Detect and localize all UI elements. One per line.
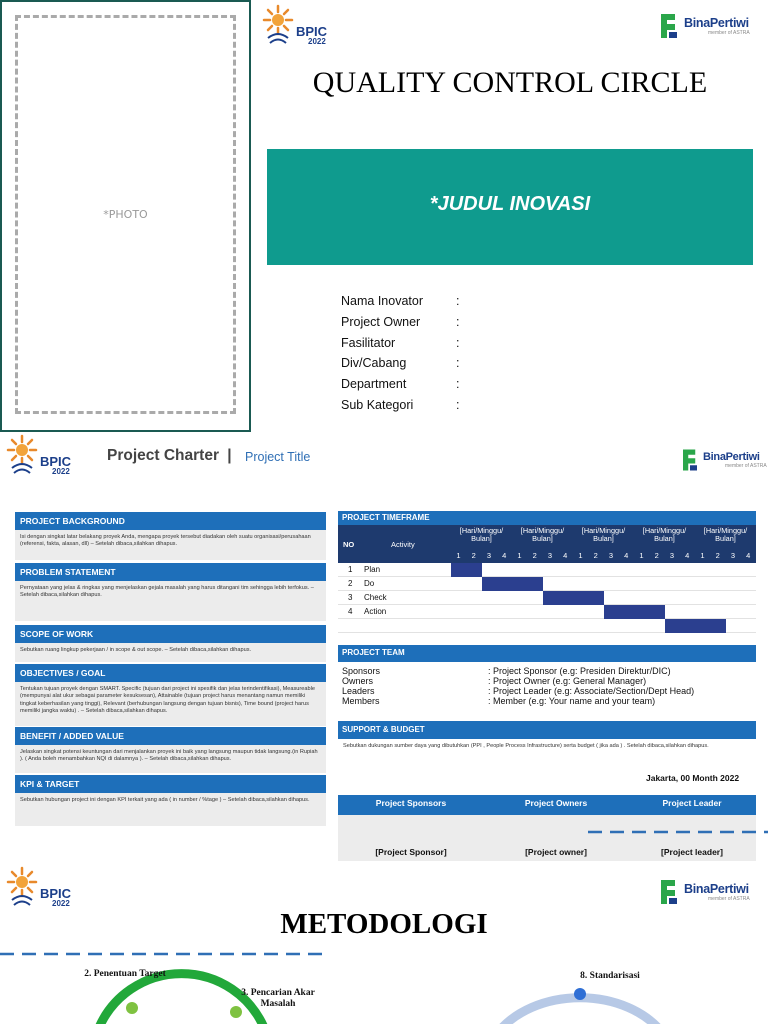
period-label: [Hari/Minggu/ Bulan] <box>642 526 687 544</box>
gantt-bar <box>665 619 726 633</box>
team-header: PROJECT TEAM <box>338 645 756 662</box>
cycle-arc-blue <box>500 998 660 1024</box>
binapertiwi-logo <box>657 10 750 42</box>
section-header-benefit: BENEFIT / ADDED VALUE <box>15 727 326 745</box>
signature-name-owner: [Project owner] <box>525 847 587 857</box>
team-value: : Project Sponsor (e.g: Presiden Direktur/DIC) <box>488 666 671 676</box>
team-value: : Member (e.g: Your name and your team) <box>488 696 656 706</box>
col-no: NO <box>343 540 355 549</box>
signature-name-leader: [Project leader] <box>661 847 723 857</box>
gantt-bar <box>604 605 665 619</box>
field-colon: : <box>456 356 460 370</box>
period-number: 1 <box>700 551 705 560</box>
binapertiwi-brand: BinaPertiwi <box>703 451 760 463</box>
bpic-logo <box>262 4 327 48</box>
gantt-row-activity: Do <box>364 579 375 588</box>
bpic-brand: BPIC <box>40 885 72 901</box>
gantt-row-no: 3 <box>348 593 353 602</box>
gantt-bar <box>451 563 482 577</box>
period-number: 4 <box>746 551 751 560</box>
period-number: 3 <box>730 551 736 560</box>
period-number: 3 <box>608 551 614 560</box>
section-header-scope: SCOPE OF WORK <box>15 625 326 643</box>
period-number: 2 <box>532 551 537 560</box>
project-charter-title <box>107 447 232 465</box>
section-body-benefit: Jelaskan singkat potensi keuntungan dari menjalankan proyek ini baik yang langsung maupun tidak langsung.(in Rupiah ). ( Anda boleh menambahkan NQI di dalamnya ). – Setelah dibaca,silahkan dihapus. <box>15 745 326 773</box>
gantt-row <box>338 605 756 619</box>
team-role: Leaders <box>342 686 375 696</box>
section-header-problem: PROBLEM STATEMENT <box>15 563 326 581</box>
project-title: Project Title <box>245 450 311 464</box>
period-number: 2 <box>593 551 598 560</box>
date-line: Jakarta, 00 Month 2022 <box>646 773 740 783</box>
section-body-scope: Sebutkan ruang lingkup pekerjaan / in scope & out scope. – Setelah dibaca,silahkan dihapus. <box>15 643 326 662</box>
binapertiwi-brand: BinaPertiwi <box>684 16 749 30</box>
period-label: [Hari/Minggu/ Bulan] <box>703 526 748 544</box>
field-fasilitator: Fasilitator <box>341 336 396 350</box>
signature-header-owners: Project Owners <box>524 798 588 808</box>
field-department: Department <box>341 377 407 391</box>
bpic-logo <box>6 434 71 478</box>
gantt-row-activity: Check <box>364 593 387 602</box>
signature-header-sponsors: Project Sponsors <box>375 798 447 808</box>
judul-text: *JUDUL INOVASI <box>429 193 591 215</box>
project-charter-label: Project Charter <box>107 447 219 464</box>
binapertiwi-logo <box>679 446 767 474</box>
period-number: 1 <box>639 551 644 560</box>
section-header-kpi: KPI & TARGET <box>15 775 326 793</box>
field-colon: : <box>456 336 460 350</box>
binapertiwi-brand: BinaPertiwi <box>684 882 749 896</box>
gantt-bar <box>482 577 543 591</box>
bpic-brand: BPIC <box>40 453 72 469</box>
bpic-year: 2022 <box>52 898 70 908</box>
period-number: 2 <box>715 551 720 560</box>
title-separator: | <box>227 447 232 464</box>
bpic-sun-icon <box>6 434 38 478</box>
field-sub-kategori: Sub Kategori <box>341 398 414 412</box>
period-number: 4 <box>624 551 629 560</box>
gantt-row-no: 4 <box>348 607 353 616</box>
field-colon: : <box>456 398 460 412</box>
team-value: : Project Leader (e.g: Associate/Section/Dept Head) <box>488 686 695 696</box>
field-colon: : <box>456 315 460 329</box>
section-header-background: PROJECT BACKGROUND <box>15 512 326 530</box>
step-label-2: 2. Penentuan Target <box>84 969 166 979</box>
step-label-3: 3. Pencarian Akar Masalah <box>241 988 315 1009</box>
decorative-dashed-line <box>586 828 768 836</box>
bpic-logo <box>6 866 71 910</box>
binapertiwi-mark-icon <box>679 446 701 474</box>
col-activity: Activity <box>391 540 415 549</box>
team-value: : Project Owner (e.g: General Manager) <box>488 676 647 686</box>
step-label-8: 8. Standarisasi <box>580 971 640 981</box>
binapertiwi-mark-icon <box>657 876 681 908</box>
period-number: 1 <box>578 551 583 560</box>
timeframe-header: PROJECT TIMEFRAME <box>338 511 756 525</box>
period-number: 3 <box>669 551 675 560</box>
binapertiwi-tagline: member of ASTRA <box>725 463 767 469</box>
support-header: SUPPORT & BUDGET <box>338 721 756 739</box>
signature-name-sponsor: [Project Sponsor] <box>375 847 447 857</box>
step-node <box>126 1002 138 1014</box>
gantt-row <box>338 577 756 591</box>
section-body-problem: Pernyataan yang jelas & ringkas yang menjelaskan gejala masalah yang harus ditangani tim sehingga lebih terfokus. – Setelah dibaca,silahkan dihapus. <box>15 581 326 621</box>
section-body-kpi: Sebutkan hubungan project ini dengan KPI terkait yang ada ( in number / %tage ) – Setelah dibaca,silahkan dihapus. <box>15 793 326 826</box>
period-label: [Hari/Minggu/ Bulan] <box>459 526 504 544</box>
binapertiwi-tagline: member of ASTRA <box>708 30 750 36</box>
signature-header-leader: Project Leader <box>662 798 722 808</box>
gantt-row-no: 1 <box>348 565 353 574</box>
bpic-year: 2022 <box>52 466 70 476</box>
period-number: 3 <box>486 551 492 560</box>
bpic-sun-icon <box>6 866 38 910</box>
photo-label: *PHOTO <box>103 208 148 221</box>
period-number: 2 <box>471 551 476 560</box>
period-number: 2 <box>654 551 659 560</box>
field-div-cabang: Div/Cabang <box>341 356 407 370</box>
gantt-row-activity: Action <box>364 607 387 616</box>
period-number: 4 <box>502 551 507 560</box>
bpic-brand: BPIC <box>296 23 328 39</box>
bpic-year: 2022 <box>308 36 326 46</box>
team-role: Members <box>342 696 380 706</box>
gantt-bar <box>543 591 604 605</box>
field-nama-inovator: Nama Inovator <box>341 294 423 308</box>
gantt-row-activity: Plan <box>364 565 381 574</box>
gantt-row <box>338 563 756 577</box>
step-node <box>574 988 586 1000</box>
page-title: QUALITY CONTROL CIRCLE <box>312 66 708 99</box>
period-number: 1 <box>456 551 461 560</box>
support-body: Sebutkan dukungan sumber daya yang dibutuhkan (PPI , People Process Infrastructure) serta budget ( jika ada ) . Setelah dibaca,silahkan dihapus. <box>338 739 756 763</box>
binapertiwi-logo <box>657 876 750 908</box>
field-colon: : <box>456 377 460 391</box>
period-number: 1 <box>517 551 522 560</box>
period-label: [Hari/Minggu/ Bulan] <box>520 526 565 544</box>
period-label: [Hari/Minggu/ Bulan] <box>581 526 626 544</box>
section-header-objectives: OBJECTIVES / GOAL <box>15 664 326 682</box>
methodology-title: METODOLOGI <box>280 908 488 940</box>
section-body-background: Isi dengan singkat latar belakang proyek Anda, mengapa proyek tersebut diadakan oleh suatu organisasi/perusahaan (referensi, fakta, alasan, dll) – Setelah dibaca,silahkan dihapus. <box>15 530 326 560</box>
timeframe-grid-header <box>338 525 756 563</box>
team-role: Owners <box>342 676 374 686</box>
section-body-objectives: Tentukan tujuan proyek dengan SMART. Specific (tujuan dari project ini spesifik dan jelas terindentifikasi), Measureable (mempunyai alat ukur sebagai parameter kesuksesan), Attainable (tujuan project harus menantang namun memiliki tingkat keberhasilan yang tinggi), Relevant (berhubungan langsung dengan tujuan bisnis), Time bound (project harus memiliki jangka waktu) . – Setelah dibaca,silahkan dihapus. <box>15 682 326 726</box>
binapertiwi-tagline: member of ASTRA <box>708 896 750 902</box>
decorative-dashed-line <box>0 950 330 958</box>
field-project-owner: Project Owner <box>341 315 421 329</box>
period-number: 4 <box>685 551 690 560</box>
period-number: 3 <box>547 551 553 560</box>
field-colon: : <box>456 294 460 308</box>
period-number: 4 <box>563 551 568 560</box>
binapertiwi-mark-icon <box>657 10 681 42</box>
bpic-sun-icon <box>262 4 294 48</box>
gantt-row-no: 2 <box>348 579 353 588</box>
team-role: Sponsors <box>342 666 381 676</box>
